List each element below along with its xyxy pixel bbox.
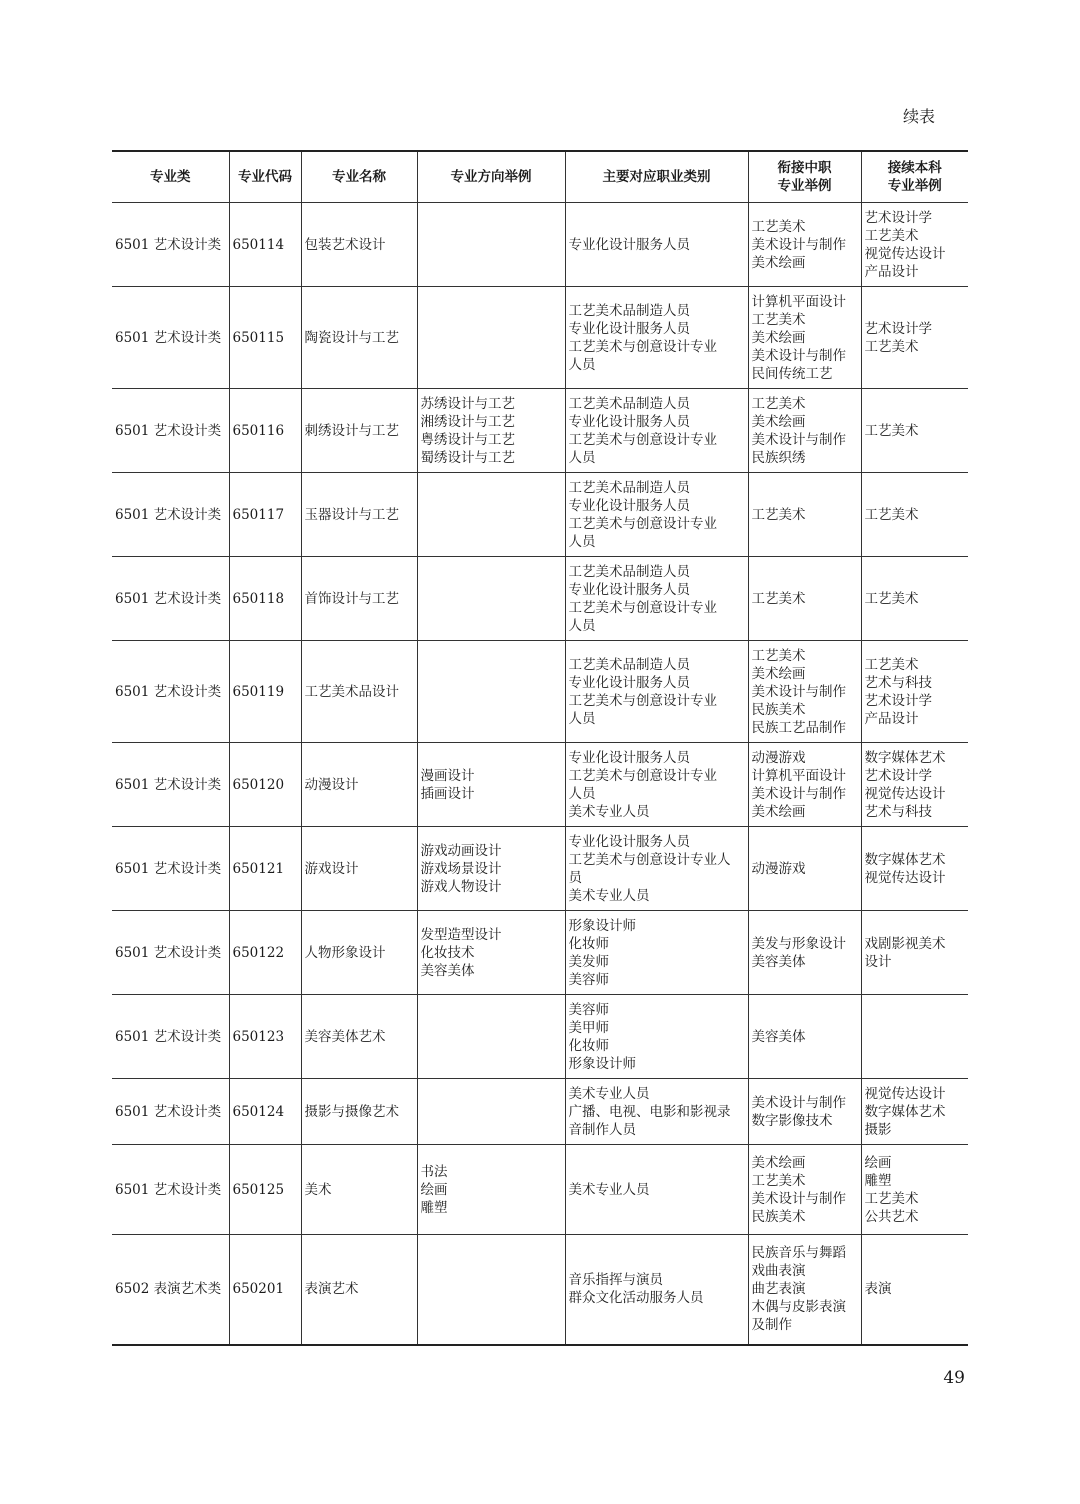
cell-undergrad [861,287,968,389]
cell-line: 专业化设计服务人员 [568,236,690,253]
cell-line: 及制作 [751,1317,792,1334]
cell-line: 美术设计与制作 [751,347,846,364]
cell-line: 美容师 [568,1001,609,1018]
header-undergrad: 接续本科 专业举例 [861,151,968,203]
cell-line: 工艺美术 [864,227,919,244]
cell-code: 650116 [229,389,301,473]
cell-line: 绘画 [420,1181,448,1198]
cell-category: 6501 艺术设计类 [112,203,229,287]
cell-line: 苏绣设计与工艺 [420,395,515,412]
cell-directions [417,1145,565,1235]
cell-category: 6501 艺术设计类 [112,473,229,557]
cell-line: 数字影像技术 [751,1112,833,1129]
cell-line: 美术设计与制作 [751,431,846,448]
table-body [112,203,968,1345]
cell-category: 6501 艺术设计类 [112,827,229,911]
cell-line: 美发师 [568,953,609,970]
cell-line: 专业化设计服务人员 [568,320,690,337]
cell-undergrad [861,557,968,641]
cell-code: 650119 [229,641,301,743]
table-row [112,1235,968,1345]
cell-secondary [748,641,861,743]
cell-line: 漫画设计 [420,767,475,784]
cell-line: 形象设计师 [568,1055,636,1072]
cell-code: 650201 [229,1235,301,1345]
cell-name: 美术 [301,1145,417,1235]
cell-line: 艺术设计学 [864,767,932,784]
cell-occupations [565,911,748,995]
cell-line: 工艺美术 [864,590,919,607]
cell-line: 艺术与科技 [864,674,932,691]
table-row [112,827,968,911]
cell-line: 专业化设计服务人员 [568,413,690,430]
cell-code: 650123 [229,995,301,1079]
cell-secondary [748,911,861,995]
cell-line: 绘画 [864,1154,892,1171]
cell-code: 650121 [229,827,301,911]
cell-line: 木偶与皮影表演 [751,1299,846,1316]
cell-line: 艺术与科技 [864,803,932,820]
cell-directions [417,911,565,995]
header-code: 专业代码 [229,151,301,203]
cell-line: 工艺美术品制造人员 [568,395,690,412]
header-occupations: 主要对应职业类别 [565,151,748,203]
cell-category: 6501 艺术设计类 [112,995,229,1079]
cell-line: 群众文化活动服务人员 [568,1290,704,1307]
cell-line: 工艺美术与创意设计专业 [568,431,717,448]
cell-undergrad [861,911,968,995]
cell-category: 6501 艺术设计类 [112,743,229,827]
cell-secondary [748,995,861,1079]
cell-line: 美术绘画 [751,329,806,346]
cell-line: 工艺美术 [751,506,806,523]
cell-line: 工艺美术 [864,1190,919,1207]
cell-line: 粤绣设计与工艺 [420,431,515,448]
cell-line: 表演 [864,1281,892,1298]
cell-line: 发型造型设计 [420,926,502,943]
cell-code: 650117 [229,473,301,557]
table-header-row [112,151,968,203]
cell-undergrad [861,827,968,911]
cell-occupations [565,641,748,743]
cell-category: 6501 艺术设计类 [112,641,229,743]
cell-line: 公共艺术 [864,1208,919,1225]
cell-secondary [748,203,861,287]
cell-line: 美术设计与制作 [751,785,846,802]
cell-line: 雕塑 [864,1172,892,1189]
cell-occupations [565,995,748,1079]
cell-line: 戏剧影视美术 [864,935,946,952]
cell-secondary [748,389,861,473]
cell-line: 民间传统工艺 [751,365,833,382]
cell-line: 戏曲表演 [751,1263,806,1280]
cell-line: 美术设计与制作 [751,1094,846,1111]
table-row [112,641,968,743]
cell-secondary [748,1235,861,1345]
cell-line: 游戏人物设计 [420,878,502,895]
cell-category: 6501 艺术设计类 [112,1145,229,1235]
cell-line: 人员 [568,785,596,802]
cell-directions [417,743,565,827]
cell-line: 视觉传达设计 [864,1085,946,1102]
cell-line: 形象设计师 [568,917,636,934]
cell-line: 人员 [568,356,596,373]
cell-line: 湘绣设计与工艺 [420,413,515,430]
cell-occupations [565,389,748,473]
table-row [112,995,968,1079]
cell-code: 650122 [229,911,301,995]
cell-line: 产品设计 [864,710,919,727]
cell-line: 视觉传达设计 [864,245,946,262]
cell-line: 美术绘画 [751,1154,806,1171]
cell-line: 化妆师 [568,1037,609,1054]
cell-line: 专业化设计服务人员 [568,749,690,766]
cell-category: 6502 表演艺术类 [112,1235,229,1345]
cell-line: 美术设计与制作 [751,1190,846,1207]
table-row [112,389,968,473]
cell-secondary [748,1145,861,1235]
cell-occupations [565,473,748,557]
cell-secondary [748,827,861,911]
header-name: 专业名称 [301,151,417,203]
cell-line: 美术绘画 [751,413,806,430]
cell-line: 专业化设计服务人员 [568,581,690,598]
cell-line: 工艺美术 [751,311,806,328]
cell-secondary [748,473,861,557]
cell-line: 动漫游戏 [751,749,806,766]
cell-line: 产品设计 [864,263,919,280]
header-directions: 专业方向举例 [417,151,565,203]
cell-line: 数字媒体艺术 [864,851,946,868]
cell-name: 玉器设计与工艺 [301,473,417,557]
cell-line: 美容美体 [751,953,806,970]
table-row [112,911,968,995]
cell-undergrad [861,641,968,743]
cell-line: 员 [568,869,582,886]
cell-occupations [565,1145,748,1235]
table-row [112,1145,968,1235]
cell-directions [417,995,565,1079]
cell-line: 民族美术 [751,701,806,718]
cell-line: 民族织绣 [751,449,806,466]
cell-undergrad [861,203,968,287]
cell-line: 化妆师 [568,935,609,952]
cell-code: 650120 [229,743,301,827]
cell-secondary [748,1079,861,1145]
cell-line: 动漫游戏 [751,860,806,877]
cell-category: 6501 艺术设计类 [112,287,229,389]
cell-name: 刺绣设计与工艺 [301,389,417,473]
cell-line: 民族美术 [751,1208,806,1225]
cell-name: 人物形象设计 [301,911,417,995]
cell-line: 工艺美术与创意设计专业 [568,599,717,616]
cell-code: 650115 [229,287,301,389]
cell-line: 美术专业人员 [568,1181,650,1198]
cell-directions [417,641,565,743]
cell-line: 工艺美术品制造人员 [568,302,690,319]
cell-line: 人员 [568,617,596,634]
cell-line: 工艺美术与创意设计专业 [568,692,717,709]
cell-undergrad [861,1145,968,1235]
cell-occupations [565,743,748,827]
cell-line: 工艺美术与创意设计专业 [568,767,717,784]
cell-name: 美容美体艺术 [301,995,417,1079]
cell-undergrad [861,743,968,827]
cell-line: 美容师 [568,971,609,988]
cell-line: 游戏场景设计 [420,860,502,877]
cell-name: 首饰设计与工艺 [301,557,417,641]
cell-line: 美术绘画 [751,665,806,682]
cell-line: 曲艺表演 [751,1281,806,1298]
cell-line: 化妆技术 [420,944,475,961]
cell-line: 游戏动画设计 [420,842,502,859]
table-row [112,203,968,287]
cell-line: 艺术设计学 [864,209,932,226]
cell-line: 民族音乐与舞蹈 [751,1245,846,1262]
cell-line: 蜀绣设计与工艺 [420,449,515,466]
cell-directions [417,203,565,287]
cell-occupations [565,287,748,389]
cell-line: 摄影 [864,1121,892,1138]
cell-line: 美术绘画 [751,254,806,271]
cell-directions [417,557,565,641]
cell-line: 设计 [864,953,892,970]
cell-category: 6501 艺术设计类 [112,1079,229,1145]
cell-directions [417,1235,565,1345]
cell-line: 人员 [568,449,596,466]
cell-line: 书法 [420,1163,448,1180]
page-number: 49 [943,1368,965,1388]
cell-code: 650125 [229,1145,301,1235]
cell-line: 工艺美术 [864,656,919,673]
cell-name: 陶瓷设计与工艺 [301,287,417,389]
majors-table [112,150,968,1346]
cell-line: 工艺美术与创意设计专业人 [568,851,731,868]
cell-line: 计算机平面设计 [751,293,846,310]
cell-name: 表演艺术 [301,1235,417,1345]
cell-category: 6501 艺术设计类 [112,911,229,995]
cell-undergrad [861,1235,968,1345]
cell-directions [417,473,565,557]
cell-occupations [565,557,748,641]
cell-line: 美术专业人员 [568,803,650,820]
cell-name: 包装艺术设计 [301,203,417,287]
cell-line: 工艺美术品制造人员 [568,563,690,580]
cell-line: 民族工艺品制作 [751,719,846,736]
cell-code: 650118 [229,557,301,641]
cell-category: 6501 艺术设计类 [112,557,229,641]
cell-line: 美术设计与制作 [751,236,846,253]
table-row [112,473,968,557]
cell-line: 人员 [568,533,596,550]
cell-line: 美术绘画 [751,803,806,820]
cell-line: 工艺美术 [751,395,806,412]
cell-line: 工艺美术品制造人员 [568,479,690,496]
cell-directions [417,389,565,473]
cell-line: 美术专业人员 [568,1085,650,1102]
header-secondary: 衔接中职 专业举例 [748,151,861,203]
cell-line: 艺术设计学 [864,320,932,337]
cell-name: 动漫设计 [301,743,417,827]
cell-undergrad [861,995,968,1079]
cell-line: 专业化设计服务人员 [568,497,690,514]
cell-line: 视觉传达设计 [864,869,946,886]
cell-code: 650114 [229,203,301,287]
cell-line: 工艺美术 [751,647,806,664]
cell-line: 美容美体 [751,1028,806,1045]
cell-line: 数字媒体艺术 [864,1103,946,1120]
cell-occupations [565,203,748,287]
cell-line: 艺术设计学 [864,692,932,709]
cell-line: 工艺美术 [751,590,806,607]
cell-line: 数字媒体艺术 [864,749,946,766]
cell-line: 工艺美术与创意设计专业 [568,338,717,355]
cell-line: 计算机平面设计 [751,767,846,784]
cell-line: 人员 [568,710,596,727]
cell-line: 专业化设计服务人员 [568,833,690,850]
cell-undergrad [861,473,968,557]
cell-directions [417,287,565,389]
cell-line: 工艺美术 [751,218,806,235]
table-row [112,557,968,641]
cell-line: 工艺美术与创意设计专业 [568,515,717,532]
cell-category: 6501 艺术设计类 [112,389,229,473]
cell-line: 音制作人员 [568,1121,636,1138]
cell-occupations [565,1079,748,1145]
cell-line: 雕塑 [420,1199,448,1216]
cell-name: 摄影与摄像艺术 [301,1079,417,1145]
cell-undergrad [861,1079,968,1145]
cell-undergrad [861,389,968,473]
cell-line: 美容美体 [420,962,475,979]
cell-line: 视觉传达设计 [864,785,946,802]
cell-directions [417,827,565,911]
table-row [112,1079,968,1145]
cell-line: 工艺美术品制造人员 [568,656,690,673]
cell-line: 美术设计与制作 [751,683,846,700]
continued-label: 续表 [902,107,935,126]
table-row [112,743,968,827]
cell-line: 工艺美术 [751,1172,806,1189]
cell-name: 工艺美术品设计 [301,641,417,743]
cell-directions [417,1079,565,1145]
cell-line: 美甲师 [568,1019,609,1036]
cell-occupations [565,827,748,911]
cell-line: 美术专业人员 [568,887,650,904]
cell-line: 工艺美术 [864,506,919,523]
cell-secondary [748,287,861,389]
cell-secondary [748,743,861,827]
cell-line: 音乐指挥与演员 [568,1272,663,1289]
header-category: 专业类 [112,151,229,203]
cell-name: 游戏设计 [301,827,417,911]
cell-line: 美发与形象设计 [751,935,846,952]
cell-line: 工艺美术 [864,422,919,439]
cell-line: 工艺美术 [864,338,919,355]
cell-occupations [565,1235,748,1345]
cell-line: 插画设计 [420,785,475,802]
cell-line: 广播、电视、电影和影视录 [568,1103,731,1120]
cell-line: 专业化设计服务人员 [568,674,690,691]
table-row [112,287,968,389]
cell-secondary [748,557,861,641]
cell-code: 650124 [229,1079,301,1145]
